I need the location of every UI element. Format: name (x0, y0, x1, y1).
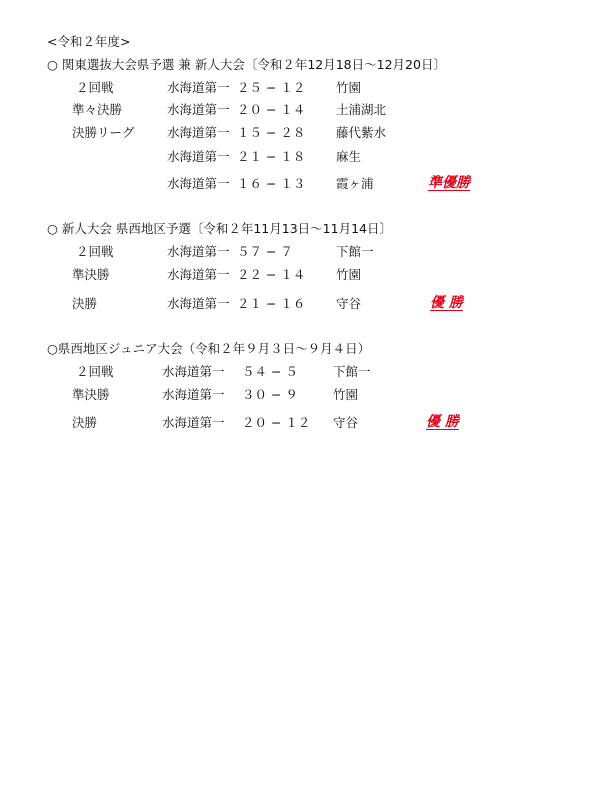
section-title: ○県西地区ジュニア大会（令和２年９月３日〜９月４日） (47, 341, 371, 356)
team-name: 水海道第一 (167, 102, 230, 117)
round-label: ２回戦 (76, 364, 114, 379)
opponent-name: 守谷 (333, 415, 359, 430)
round-label: ２回戦 (76, 244, 114, 259)
team-name: 水海道第一 (167, 267, 230, 282)
team-name: 水海道第一 (167, 296, 230, 311)
team-name: 水海道第一 (167, 149, 230, 164)
score: １６ − １３ (237, 176, 306, 191)
score: ２１ − １８ (237, 149, 306, 164)
opponent-name: 霞ヶ浦 (336, 176, 374, 191)
round-label: 決勝リーグ (72, 125, 135, 140)
score: ２５ − １２ (237, 80, 306, 95)
round-label: 準決勝 (72, 387, 110, 402)
opponent-name: 麻生 (336, 149, 362, 164)
round-label: ２回戦 (76, 80, 114, 95)
award-badge: 準優勝 (428, 175, 470, 191)
opponent-name: 竹園 (336, 80, 362, 95)
year-heading: <令和２年度> (47, 34, 131, 49)
opponent-name: 下館一 (333, 364, 371, 379)
award-badge: 優 勝 (430, 295, 463, 311)
score: ５７ − ７ (237, 244, 293, 259)
section-title: ○ 関東選抜大会県予選 兼 新人大会〔令和２年12月18日〜12月20日〕 (47, 57, 446, 72)
section-title: ○ 新人大会 県西地区予選〔令和２年11月13日〜11月14日〕 (47, 221, 392, 236)
round-label: 準決勝 (72, 267, 110, 282)
opponent-name: 竹園 (333, 387, 359, 402)
team-name: 水海道第一 (162, 415, 225, 430)
score: ５４ − ５ (242, 364, 298, 379)
score: ２０ − １２ (242, 415, 311, 430)
score: ２０ − １４ (237, 102, 306, 117)
opponent-name: 土浦湖北 (336, 102, 387, 117)
team-name: 水海道第一 (162, 387, 225, 402)
score: １５ − ２８ (237, 125, 306, 140)
score: ３０ − ９ (242, 387, 298, 402)
team-name: 水海道第一 (162, 364, 225, 379)
score: ２１ − １６ (237, 296, 306, 311)
award-badge: 優 勝 (426, 414, 459, 430)
team-name: 水海道第一 (167, 244, 230, 259)
round-label: 準々決勝 (72, 102, 123, 117)
opponent-name: 下館一 (336, 244, 374, 259)
round-label: 決勝 (72, 415, 98, 430)
round-label: 決勝 (72, 296, 98, 311)
team-name: 水海道第一 (167, 176, 230, 191)
opponent-name: 藤代紫水 (336, 125, 387, 140)
score: ２２ − １４ (237, 267, 306, 282)
opponent-name: 守谷 (336, 296, 362, 311)
opponent-name: 竹園 (336, 267, 362, 282)
team-name: 水海道第一 (167, 80, 230, 95)
team-name: 水海道第一 (167, 125, 230, 140)
